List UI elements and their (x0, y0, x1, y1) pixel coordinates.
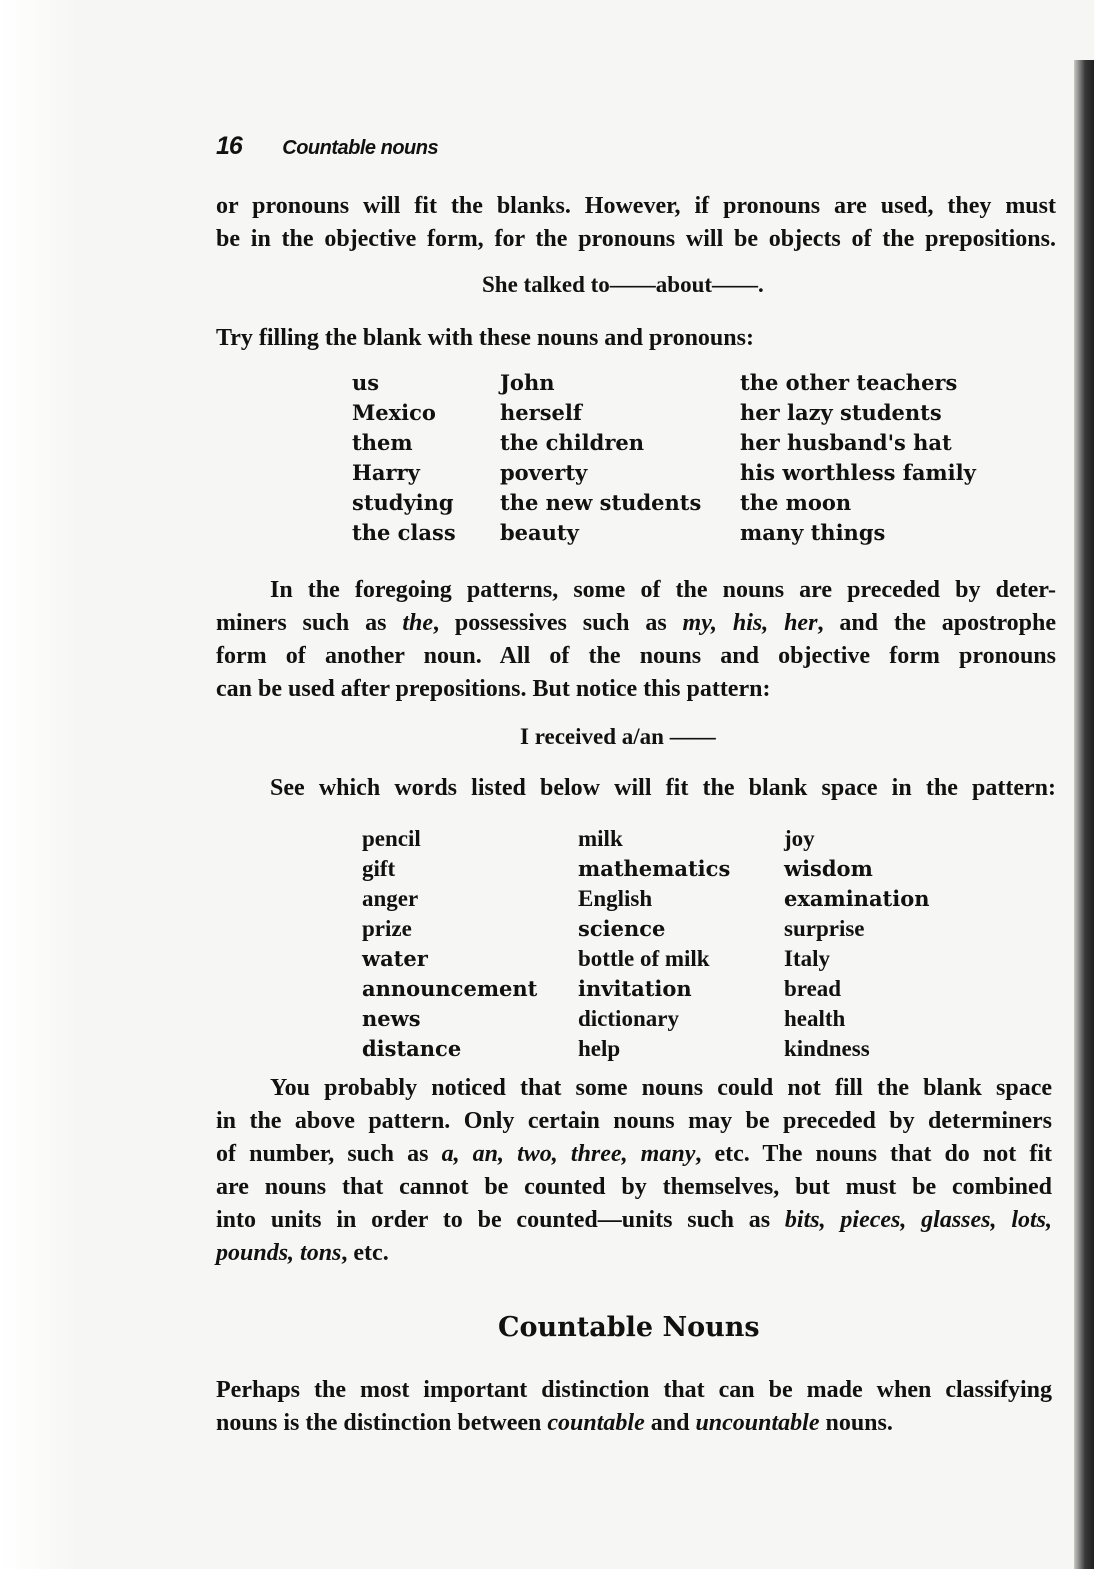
table2-cell: bottle of milk (578, 946, 710, 971)
foregoing-paragraph: In the foregoing patterns, some of the nouns are preceded by deter- miners such as the, possessives such as my, his, her, and the apostrophe form of another noun. All of the nouns and objective form pronouns can be used after prepositions. But notice this pattern: (216, 577, 1057, 702)
table2-cell: milk (578, 826, 623, 851)
table2-cell: English (578, 886, 653, 911)
instruction-2: See which words listed below will fit the blank space in the pattern: (270, 775, 1056, 801)
example-pattern-1: She talked to——about——. (482, 272, 764, 297)
table2-cell: kindness (784, 1036, 870, 1061)
table1-column-2 (500, 368, 701, 548)
page-number: 16 (216, 132, 242, 160)
table2-cell: anger (362, 886, 419, 911)
table1-cell: the children (500, 430, 645, 455)
intro-paragraph: or pronouns will fit the blanks. However, if pronouns are used, they must be in the objective form, for the pronouns will be objects of the prepositions. (216, 193, 1056, 252)
table2-cell: wisdom (784, 856, 873, 881)
table2-cell: gift (362, 856, 396, 881)
word-table-2 (362, 824, 982, 1064)
page-margin-shade (0, 0, 80, 1569)
table1-cell: Mexico (352, 400, 436, 425)
table1-cell: the moon (740, 490, 852, 515)
table1-cell: poverty (500, 460, 588, 485)
section-heading: Countable Nouns (498, 1312, 760, 1343)
table2-cell: surprise (784, 916, 865, 941)
table2-cell: prize (362, 916, 412, 941)
table2-cell: news (362, 1006, 421, 1031)
table1-cell: the other teachers (740, 370, 958, 395)
table1-cell: her lazy students (740, 400, 942, 425)
word-table-1 (352, 368, 976, 550)
table1-cell: Harry (352, 460, 420, 485)
table1-cell: many things (740, 520, 886, 545)
example-pattern-2: I received a/an —— (520, 724, 716, 749)
table1-cell: her husband's hat (740, 430, 952, 455)
table2-cell: health (784, 1006, 846, 1031)
table2-cell: dictionary (578, 1006, 679, 1031)
explanation-paragraph: You probably noticed that some nouns could not fill the blank space in the above pattern. Only certain nouns may be preceded by determiners of number, such as a, an, two, three, many, etc. The nouns that do not fit are nouns that cannot be counted by themselves, but must be combined into units in order to be counted—units such as bits, pieces, glasses, lots, pounds, tons, etc. (216, 1075, 1053, 1266)
table2-column-1 (362, 824, 537, 1064)
table1-cell: the new students (500, 490, 702, 515)
table1-cell: John (500, 370, 555, 395)
table1-cell: beauty (500, 520, 579, 545)
table2-cell: pencil (362, 826, 421, 851)
table2-cell: examination (784, 886, 930, 911)
table2-cell: invitation (578, 976, 692, 1001)
table2-column-2 (578, 824, 730, 1064)
table2-cell: Italy (784, 946, 830, 971)
table2-cell: announcement (362, 976, 538, 1001)
table2-cell: distance (362, 1036, 462, 1061)
table2-cell: water (362, 946, 428, 971)
book-page (216, 0, 1056, 1569)
table1-cell: studying (352, 490, 454, 515)
table2-cell: bread (784, 976, 842, 1001)
instruction-1: Try filling the blank with these nouns and pronouns: (216, 325, 754, 351)
table2-cell: joy (784, 826, 815, 851)
table2-cell: science (578, 916, 666, 941)
page-header (216, 132, 438, 161)
table1-column-1 (352, 368, 456, 548)
book-spine-edge (1074, 60, 1094, 1569)
table1-cell: herself (500, 400, 582, 425)
running-head: Countable nouns (282, 137, 439, 159)
table2-column-3 (784, 824, 930, 1064)
table1-cell: his worthless family (740, 460, 976, 485)
table1-cell: us (352, 370, 380, 395)
table2-cell: mathematics (578, 856, 731, 881)
final-paragraph: Perhaps the most important distinction that can be made when classifying nouns is the distinction between countable and uncountable nouns. (216, 1377, 1052, 1436)
table1-column-3 (740, 368, 976, 548)
table1-cell: them (352, 430, 413, 455)
table2-cell: help (578, 1036, 621, 1061)
table1-cell: the class (352, 520, 456, 545)
